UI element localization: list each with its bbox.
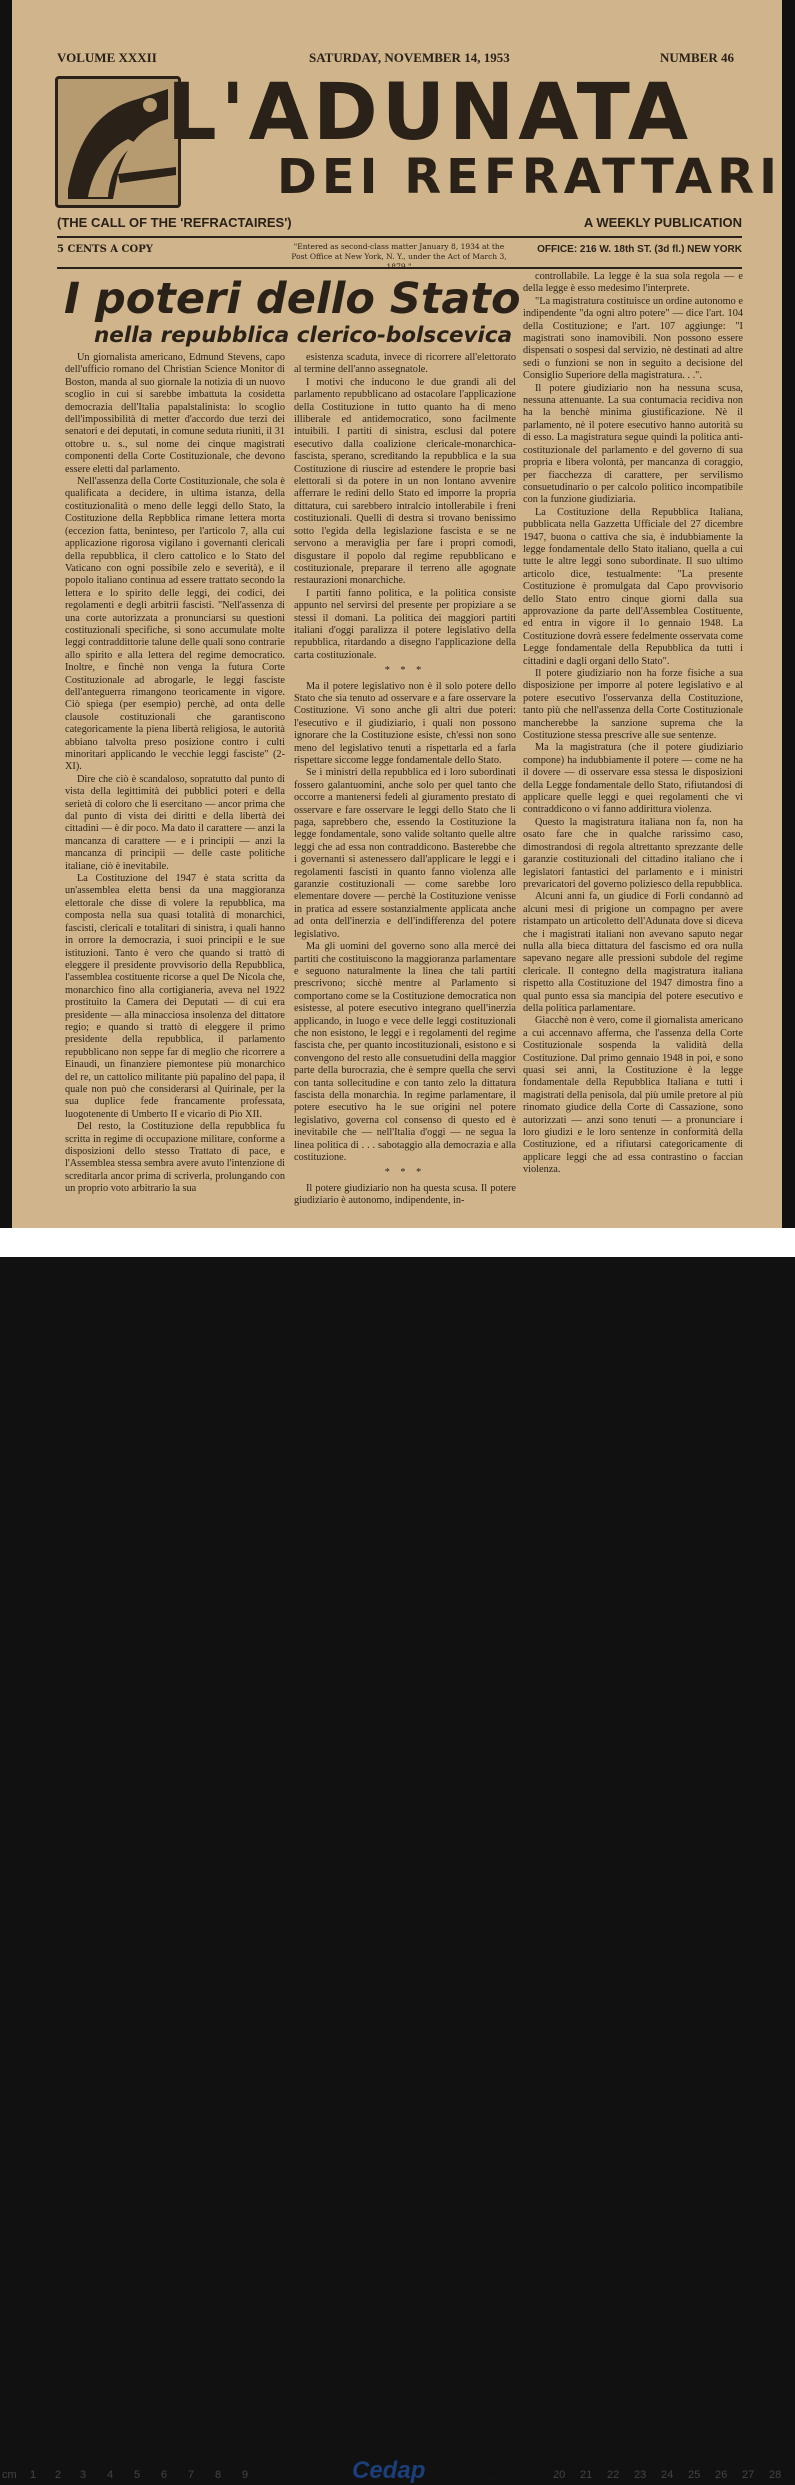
ruler-unit: cm [2, 2469, 17, 2481]
unesp-logo: unesp [255, 2458, 320, 2483]
ruler-tick: 26 [715, 2469, 728, 2481]
paragraph: Nell'assenza della Corte Costituzionale, che sola è qualificata a decidere, in ultima istanza, della costituzionalità o meno delle leggi dello Stato, la Costituzione della Repbblica rimane lettera morta (eccezion fatta, beninteso, per l'articolo 7, alla cui applicazione rigorosa vigilano i governanti clericali della repubblica, il clero cattolico e lo Stato del Vaticano con ogni possibile zelo e severità), e il popolo italiano continua ad essere trattato secondo la lettera e lo spirito delle leggi, dei codici, dei regolamenti e degli arbitrii fascisti. "Nell'assenza di una corte autorizzata a pronunciarsi su questioni costituzionali specifiche, si sono accumulate molte leggi contraddittorie talune delle quali sono contrarie allo spirito e alla lettera del regime democratico. Inoltre, e finchè non venga la futura Corte Costituzionale ad abrogarle, le leggi fasciste dell'anteguerra rimangono teoricamente in vigore. Ciò spiega (per esempio) perchè, ad onta delle clausole costituzionali che garantiscono categoricamente la piena libertà religiosa, le autorità abbiano talvolta preso posizione contro i culti minoritari applicando le vecchie leggi fasciste" (2-XI). [65, 476, 285, 773]
paragraph: Se i ministri della repubblica ed i loro subordinati fossero galantuomini, anche solo per quel tanto che occorre a mantenersi fedeli al giuramento prestato di osservare e fare osservare le leggi dello Stato che li paga, saprebbero che, essendo la Costituzione la legge fondamentale, sono valide soltanto quelle altre leggi che ad essa non contraddicono. Basterebbe che i governanti si astenessero dall'applicare le leggi e i regolamenti fascisti in quanto fanno violenza alle garanzie costituzionali — come sarebbe loro elementare dovere — perchè la Costituzione venisse in pratica ad essere sostanzialmente applicata anche ad onta dell'inerzia e dell'indifferenza del potere legislativo. [294, 767, 516, 940]
paragraph: Del resto, la Costituzione della repubblica fu scritta in regime di occupazione militare, conforme a disposizioni dello stesso Trattato di pace, e l'Assemblea stessa sembra avere avuto l'intenzione di screditarla ancor prima di scriverla, prolungando con un proprio voto arbitrario la sua [65, 1121, 285, 1195]
masthead-title-line1: L'ADUNATA [167, 68, 693, 158]
article-headline: I poteri dello Stato [64, 274, 521, 324]
article-subheadline: nella repubblica clerico-bolscevica [94, 323, 513, 348]
paragraph: controllabile. La legge è la sua sola regola — e della legge è esso medesimo l'interprete. [523, 271, 743, 295]
volume-label: VOLUME XXXII [57, 50, 157, 65]
tagline-left: (THE CALL OF THE 'REFRACTAIRES') [57, 215, 292, 230]
masthead-title-line2: DEI REFRATTARI [277, 149, 782, 205]
paragraph: Giacchè non è vero, come il giornalista americano a cui accennavo afferma, che l'assenza della Corte Costituzionale sospenda la validità della Costituzione. Dal primo gennaio 1948 in poi, e sono quasi sei anni, la Costituzione è la legge fondamentale della Repubblica Italiana e tutti i magistrati della penisola, dal più umile pretore al più rinomato giudice della Corte di Cassazione, sono autorizzati — anzi sono tenuti — a pronunciare i loro giudizi e le loro sentenze in conformità della Costituzione, ed a rifiutarsi categoricamente di applicare leggi che ad essa contrastino o faccian violenza. [523, 1015, 743, 1176]
issue-number: NUMBER 46 [659, 50, 734, 65]
ruler-tick: 7 [188, 2469, 195, 2481]
ruler-tick: 5 [134, 2469, 141, 2481]
article-column-1 [65, 352, 285, 1212]
ruler-tick: 9 [242, 2469, 249, 2481]
divider [57, 236, 742, 238]
scan-footer [0, 1228, 795, 2484]
divider [57, 267, 742, 269]
newspaper-page [12, 0, 782, 1228]
cedap-caption-line2: Faculdade de Ciências e Letras de Assis [430, 2470, 557, 2477]
paragraph: Alcuni anni fa, un giudice di Forlì condannò ad alcuni mesi di prigione un compagno per avere ristampato un articoletto dell'Adunata dove si diceva che i magistrati italiani non avevano saputo negar nulla alla bieca dittatura del fascismo ed ora nulla sapevano negare alle pressioni subdole del regime clericale. Il contegno della magistratura italiana rispetto alla Costituzione del 1947 dimostra fino a qual punto essa sia mancipia del potere esecutivo e della politica parlamentare. [523, 891, 743, 1014]
price: 5 CENTS A COPY [57, 244, 153, 255]
cedap-logo: Cedap [352, 2457, 426, 2484]
ruler-tick: 28 [769, 2469, 782, 2481]
cedap-caption-line1: Centro de Documentação e Apoio à Pesquisa [430, 2461, 572, 2468]
ruler-tick: 22 [607, 2469, 620, 2481]
ruler-tick: 6 [161, 2469, 168, 2481]
paragraph: Un giornalista americano, Edmund Stevens, capo dell'ufficio romano del Christian Science Monitor di Boston, manda al suo giornale la notizia di un nuovo scoglio in cui si sarebbe imbattuta la cosidetta democrazia dell'Italia papalstalinista: lo scoglio dell'impossibilità di metter d'accordo due terzi dei senatori e dei deputati, in comune seduta riuniti, il 31 ottobre u. s., sul nome dei cinque magistrati componenti della Corte Costituzionale, che devono essere eletti dal parlamento. [65, 352, 285, 475]
paragraph: Il potere giudiziario non ha questa scusa. Il potere giudiziario è autonomo, indipendente, in- [294, 1182, 516, 1207]
ruler-tick: 1 [30, 2469, 37, 2481]
cedap-caption [430, 2460, 572, 2478]
dateline [57, 50, 734, 70]
ruler-tick: 2 [55, 2469, 62, 2481]
issue-date: SATURDAY, NOVEMBER 14, 1953 [309, 50, 510, 65]
ruler-tick: 20 [553, 2469, 566, 2481]
info-row [57, 240, 742, 266]
postal-entry-note: "Entered as second-class matter January 8, 1934 at the Post Office at New York, N. Y., under the Act of March 3, [291, 242, 507, 261]
paragraph: Il potere giudiziario non ha forze fisiche a sua disposizione per imporre al potere legislativo e al potere esecutivo l'osservanza della Costituzione, tanto più che nell'assenza della Corte Costituzionale mancherebbe la sanzione suprema che la Costituzione stessa prescrive alle sue sentenze. [523, 668, 743, 742]
paragraph: La Costituzione del 1947 è stata scritta da un'assemblea eletta bensì da una maggioranza elettorale che disse di volere la repubblica, ma composta nella sua quasi totalità di monarchici, fascisti, clericali e totalitari di sinistra, i quali hanno in orrore la democrazia, i suoi principii e le sue istituzioni. Tanto è vero che quando si trattò di eleggere il presidente provvisorio della Repubblica, l'assemblea costituente ricorse a quel De Nicola che, monarchico fino alla cortigianeria, aveva nel 1922 prostituito la Camera dei Deputati — di cui era presidente — alla minacciosa insolenza del dittatore regio; e quando si trattò di eleggere il primo presidente della repubblica, il parlamento repubblicano non seppe far di meglio che ricorrere a Einaudi, un finanziere piemontese più monarchico del re, un cattolico militante più papalino del papa, il quale non può che considerarsi al Quirinale, per la sua duplice fede francamente professata, luogotenente di Umberto II e vicario di Pio XII. [65, 873, 285, 1120]
ruler-tick: 23 [634, 2469, 647, 2481]
paragraph: I partiti fanno politica, e la politica consiste appunto nel servirsi del presente per propiziare a se stessi il domani. La politica dei maggiori partiti italiani d'oggi paralizza il potere legislativo della repubblica, ritardando a disegno l'applicazione della carta costituzionale. [294, 587, 516, 661]
paragraph: I motivi che inducono le due grandi ali del parlamento repubblicano ad ostacolare l'applicazione della Costituzione in tutto quanto ha di meno illiberale ed antidemocratico, sono facilmente intuibili. I partiti di sinistra, esclusi dal potere esecutivo dalla coalizione clericale-monarchica-fascista, sperano, screditando la repubblica e la sua Costituzione di riuscire ad estendere le proprie basi elettorali sì da potere in un non lontano avvenire afferrare le redini dello Stato ed imporre la propria dittatura, cui sarebbero intralcio intollerabile i freni costituzionali. Quelli di destra si trovano benissimo sotto l'egida della legislazione fascista e se ne servono a meraviglia per fare i propri comodi, disgustare il popolo dal regime repubblicano e costituzionale, preparare il terreno alle agognate restaurazioni monarchiche. [294, 376, 516, 587]
tagline-right: A WEEKLY PUBLICATION [583, 215, 742, 230]
paragraph: Ma gli uomini del governo sono alla mercè dei partiti che costituiscono la maggioranza parlamentare e seguono naturalmente la linea che tali partiti prescrivono; sicchè mentre al Parlamento si comportano come se la Costituzione democratica non esistesse, al potere esecutivo integrano quell'inerzia applicando, in luogo e vece delle leggi costituzionali che non esistono, le leggi e i regolamenti del regime fascista che, per quanto incostituzionali, esistono e si convengono del resto alle consuetudini della maggior parte della burocrazia, che è sempre quella che servì con tanta sollecitudine e con tanto zelo la dittatura fascista della monarchia. In regime parlamentare, il potere esecutivo ha le sue origini nel potere legislativo, governa col consenso di questo ed è inevitabile che — nell'Italia d'oggi — ne segua la linea politica di . . . sabotaggio alla democrazia e alla costituzione. [294, 941, 516, 1163]
paragraph: Il potere giudiziario non ha nessuna scusa, nessuna attenuante. La sua contumacia recidiva non ha la benchè minima giustificazione. Nè il parlamento, nè il potere esecutivo hanno autorità su di esso. La magistratura segue quindi la politica anti-costituzionale del parlamento e del governo di sua propria e libera volontà, per mancanza di coraggio, per fiacchezza di carattere, per servilismo consuetudinario o per calcolo politico incompatibile con la funzione giudiziaria. [523, 382, 743, 506]
paragraph: esistenza scaduta, invece di ricorrere all'elettorato al termine dell'anno assegnatole. [294, 352, 516, 376]
office-address: OFFICE: 216 W. 18th ST. (3d fl.) NEW YORK [537, 244, 742, 255]
paragraph: La Costituzione della Repubblica Italiana, pubblicata nella Gazzetta Ufficiale del 27 dicembre 1947, buona o cattiva che sia, è indubbiamente la legge fondamentale dello Stato italiano, quella a cui tutte le altre leggi sono subordinate. Il suo ultimo articolo dice, testualmente: "La presente Costituzione è promulgata dal Capo provvisorio dello Stato entro cinque giorni dalla sua approvazione da parte dell'Assemblea Costituente, ed entra in vigore il 1o gennaio 1948. La Costituzione dovrà essere fedelmente osservata come Legge fondamentale della Repubblica da tutti i cittadini e dagli organi dello Stato". [523, 506, 743, 667]
woodcut-figure-icon [58, 79, 178, 205]
paragraph: Ma il potere legislativo non è il solo potere dello Stato che sia tenuto ad osservare e a fare osservare la Costituzione. Vi sono anche gli altri due poteri: l'esecutivo e il giudiziario, i quali non possono ignorare che la Costituzione esiste, ch'essi non sono meno del legislativo tenuti a rispettarla ed a farla rispettare siccome legge fondamentale dello Stato. [294, 680, 516, 766]
article-column-2 [294, 352, 516, 1212]
masthead [55, 68, 782, 214]
ruler-tick: 25 [688, 2469, 701, 2481]
tagline-row [57, 215, 742, 235]
paragraph: Dire che ciò è scandaloso, sopratutto dal punto di vista della legittimità dei pubblici poteri e della serietà di coloro che li esercitano — ancor prima che dal punto di vista dei diritti e della libertà dei cittadini — è dir poco. Ma dato il carattere — anzi la mancanza di carattere — e i principii — anzi la mancanza di principii — delle caste politiche italiane, ciò è inevitabile. [65, 773, 285, 872]
section-separator: * * * [384, 665, 426, 677]
ruler-tick: 24 [661, 2469, 674, 2481]
ruler-tick: 27 [742, 2469, 755, 2481]
paragraph: Questo la magistratura italiana non fa, non ha osato fare che in qualche rarissimo caso, dimostrandosi di regola altrettanto sprezzante delle garanzie costituzionali del cittadino italiano che i legislatori fantastici del parlamento e i ministri prevaricatori del governo poliziesco della repubblica. [523, 816, 743, 890]
section-separator: * * * [384, 1167, 426, 1179]
ruler-tick: 8 [215, 2469, 222, 2481]
article-column-3 [523, 271, 743, 1212]
paragraph: "La magistratura costituisce un ordine autonomo e indipendente "da ogni altro potere" — dice l'art. 104 della Costituzione; e l'art. 107 aggiunge: "I magistrati sono inamovibili. Non possono essere dispensati o sospesi dal servizio, nè destinati ad altre sedi o funzioni se non in seguito a decisione del Consiglio Superiore della magistratura. . .". [523, 295, 743, 382]
ruler-tick: 21 [580, 2469, 593, 2481]
paragraph: Ma la magistratura (che il potere giudiziario compone) ha indubbiamente il potere — come ne ha il dovere — di osservare essa stessa le disposizioni della Legge fondamentale dello Stato, rifiutandosi di applicare quelle leggi e quei regolamenti che vi contraddicono o vi fanno addirittura violenza. [523, 742, 743, 816]
masthead-illustration [55, 76, 181, 208]
ruler-tick: 4 [107, 2469, 114, 2481]
ruler-tick: 3 [80, 2469, 87, 2481]
